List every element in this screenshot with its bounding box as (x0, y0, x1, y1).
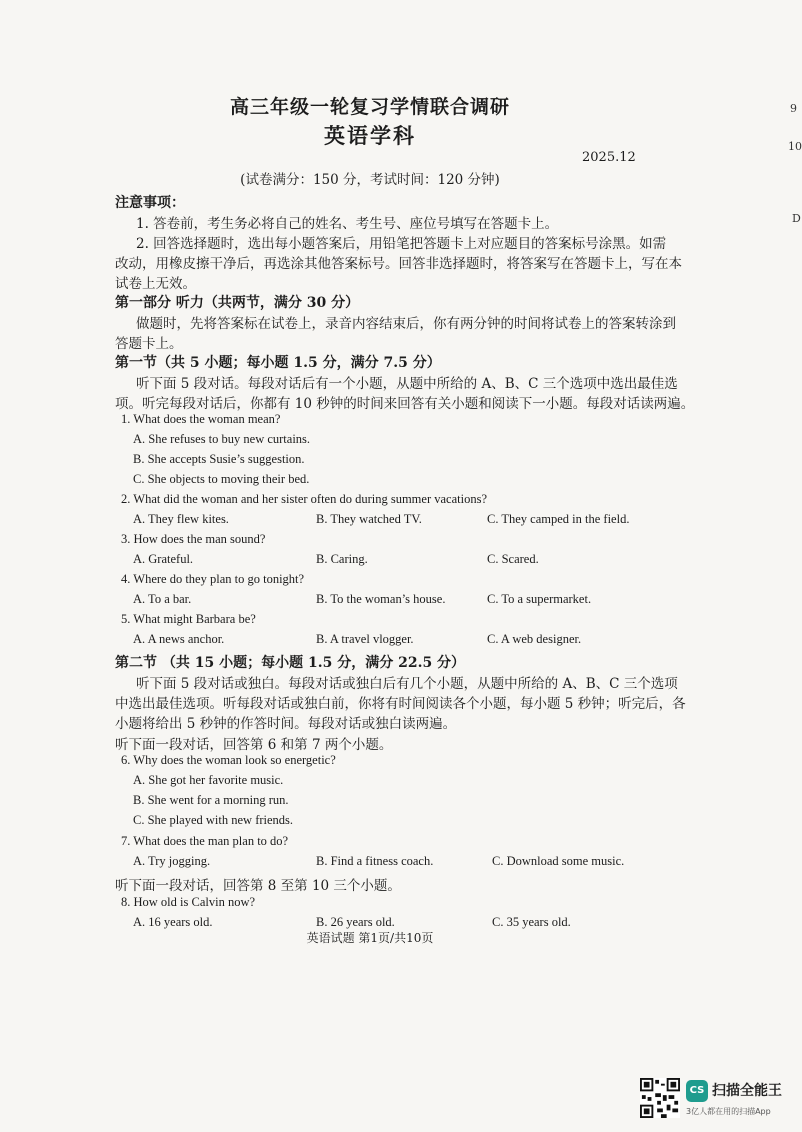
q1-option-c: C. She objects to moving their bed. (133, 472, 310, 486)
q3-option-c: C. Scared. (487, 552, 539, 566)
q3-option-b: B. Caring. (316, 552, 368, 566)
edge-mark-1: 9 (790, 102, 797, 115)
q4-option-b: B. To the woman’s house. (316, 592, 446, 606)
notice-line-1: 1. 答卷前，考生务必将自己的姓名、考生号、座位号填写在答题卡上。 (136, 216, 559, 232)
q3-option-a: A. Grateful. (133, 552, 194, 566)
q1-stem: 1. What does the woman mean? (121, 412, 281, 426)
q8-option-a: A. 16 years old. (133, 915, 213, 929)
section2-intro-2: 中选出最佳选项。听每段对话或独白前，你将有时间阅读各个小题，每小题 5 秒钟；听完后，各 (115, 696, 686, 712)
q5-option-c: C. A web designer. (487, 632, 582, 646)
scanner-app-name: 扫描全能王 (712, 1083, 782, 1099)
q7-option-a: A. Try jogging. (133, 854, 211, 868)
notice-line-4: 试卷上无效。 (115, 276, 196, 292)
page-footer: 英语试题 第1页/共10页 (306, 931, 434, 945)
notice-line-3: 改动，用橡皮擦干净后，再选涂其他答案标号。回答非选择题时，将答案写在答题卡上，写在本 (115, 256, 682, 272)
camscanner-logo-icon: CS (686, 1080, 708, 1102)
section1-intro-1: 听下面 5 段对话。每段对话后有一个小题，从题中所给的 A、B、C 三个选项中选出最佳选 (136, 376, 678, 392)
exam-date: 2025.12 (582, 150, 636, 165)
q4-option-c: C. To a supermarket. (487, 592, 592, 606)
q7-option-b: B. Find a fitness coach. (316, 854, 434, 868)
q2-stem: 2. What did the woman and her sister often do during summer vacations? (121, 492, 487, 506)
exam-title: 高三年级一轮复习学情联合调研 (229, 96, 510, 118)
q4-stem: 4. Where do they plan to go tonight? (121, 572, 305, 586)
section1-intro-2: 项。听完每段对话后，你都有 10 秒钟的时间来回答有关小题和阅读下一小题。每段对话读两遍。 (115, 396, 695, 412)
subject-title: 英语学科 (324, 123, 416, 148)
edge-mark-3: D (792, 212, 801, 225)
q2-option-c: C. They camped in the field. (487, 512, 630, 526)
notice-heading: 注意事项： (115, 195, 185, 211)
q8-option-b: B. 26 years old. (316, 915, 395, 929)
q7-option-c: C. Download some music. (492, 854, 625, 868)
q1-option-a: A. She refuses to buy new curtains. (133, 432, 311, 446)
part1-heading: 第一部分 听力（共两节，满分 30 分） (115, 295, 360, 311)
edge-mark-2: 10 (788, 140, 802, 153)
q1-option-b: B. She accepts Susie’s suggestion. (133, 452, 305, 466)
q6-stem: 6. Why does the woman look so energetic? (121, 753, 336, 767)
part1-intro-1: 做题时，先将答案标在试卷上，录音内容结束后，你有两分钟的时间将试卷上的答案转涂到 (136, 316, 676, 332)
exam-info: (试卷满分：150 分，考试时间：120 分钟) (240, 172, 500, 188)
section2-lead-1: 听下面一段对话，回答第 6 和第 7 两个小题。 (115, 737, 393, 753)
section2-lead-2: 听下面一段对话，回答第 8 至第 10 三个小题。 (115, 878, 401, 894)
q5-option-b: B. A travel vlogger. (316, 632, 414, 646)
section2-intro-1: 听下面 5 段对话或独白。每段对话或独白后有几个小题，从题中所给的 A、B、C 三个选项 (136, 676, 678, 692)
notice-line-2: 2. 回答选择题时，选出每小题答案后，用铅笔把答题卡上对应题目的答案标号涂黑。如需 (136, 236, 667, 252)
q2-option-a: A. They flew kites. (133, 512, 229, 526)
q2-option-b: B. They watched TV. (316, 512, 422, 526)
section1-heading: 第一节（共 5 小题；每小题 1.5 分，满分 7.5 分） (115, 355, 441, 371)
q5-option-a: A. A news anchor. (133, 632, 225, 646)
section2-intro-3: 小题将给出 5 秒钟的作答时间。每段对话或独白读两遍。 (115, 716, 457, 732)
q6-option-b: B. She went for a morning run. (133, 793, 289, 807)
q7-stem: 7. What does the man plan to do? (121, 834, 289, 848)
qr-code-icon (640, 1078, 680, 1118)
q8-stem: 8. How old is Calvin now? (121, 895, 256, 909)
q8-option-c: C. 35 years old. (492, 915, 571, 929)
scanner-app-tagline: 3亿人都在用的扫描App (686, 1107, 771, 1116)
q4-option-a: A. To a bar. (133, 592, 192, 606)
q6-option-c: C. She played with new friends. (133, 813, 294, 827)
q6-option-a: A. She got her favorite music. (133, 773, 284, 787)
q5-stem: 5. What might Barbara be? (121, 612, 256, 626)
q3-stem: 3. How does the man sound? (121, 532, 266, 546)
section2-heading: 第二节 （共 15 小题；每小题 1.5 分，满分 22.5 分） (115, 655, 466, 671)
part1-intro-2: 答题卡上。 (115, 336, 183, 352)
